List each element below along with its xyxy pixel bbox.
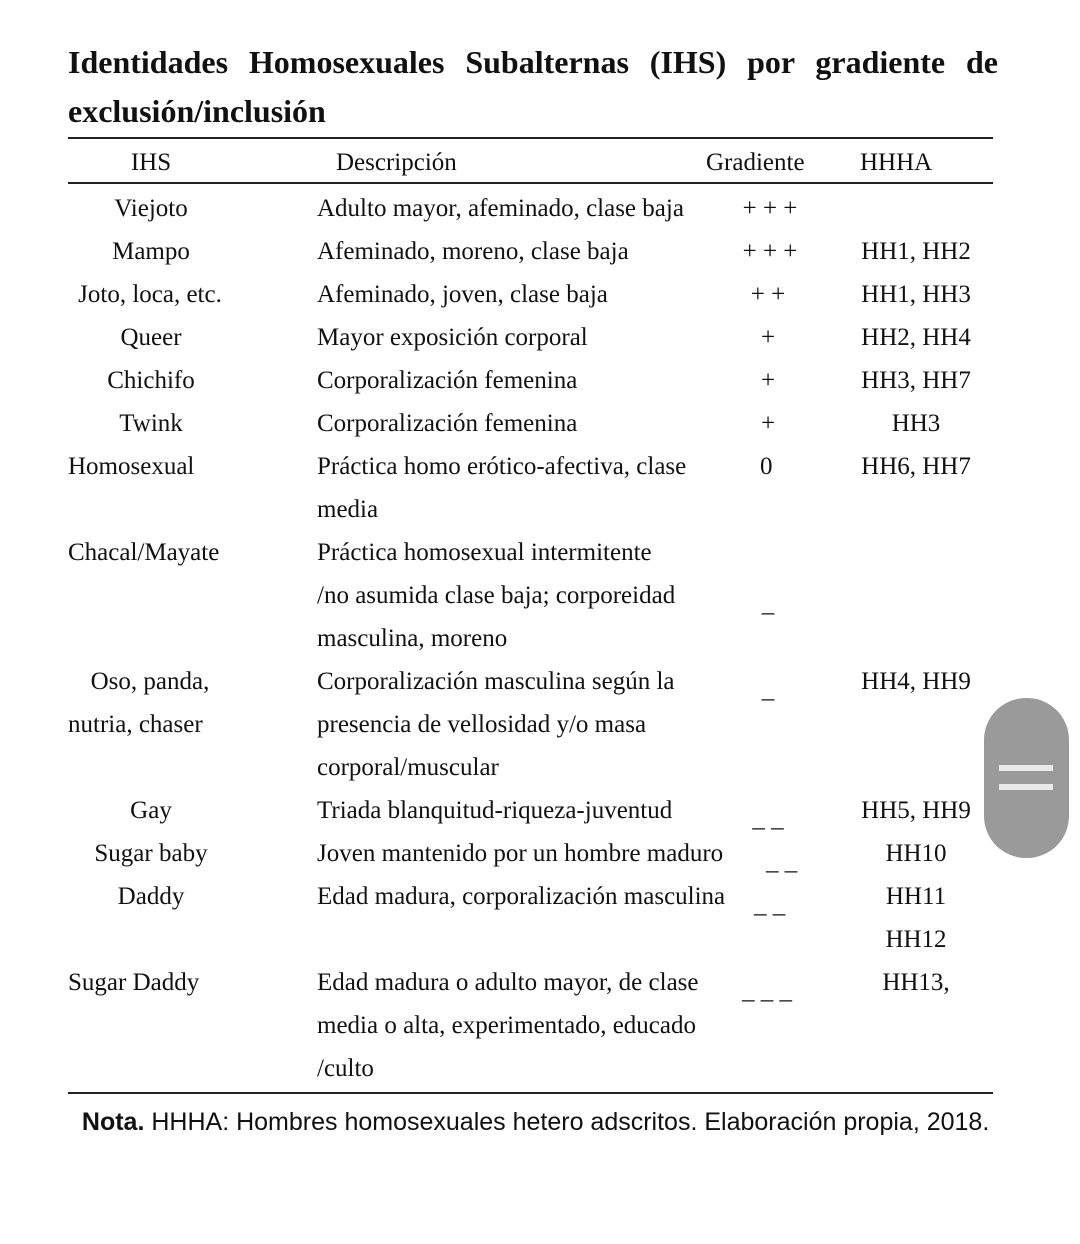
cell-ihs: Viejoto <box>114 195 188 222</box>
cell-hhha: HH2, HH4 <box>861 324 971 351</box>
cell-gradiente: + <box>760 410 776 437</box>
cell-hhha-line: HH11 <box>885 883 947 910</box>
cell-hhha: HH1, HH2 <box>861 238 971 265</box>
cell-ihs: Sugar Daddy <box>68 969 200 996</box>
cell-descripcion-line: corporal/muscular <box>317 754 499 781</box>
cell-descripcion: Afeminado, moreno, clase baja <box>317 238 629 265</box>
cell-descripcion: Corporalización femenina <box>317 410 578 437</box>
cell-descripcion-line: media <box>317 496 379 523</box>
header-gradiente: Gradiente <box>706 149 805 176</box>
cell-descripcion-line: Edad madura o adulto mayor, de clase <box>317 969 699 996</box>
cell-descripcion-line: masculina, moreno <box>317 625 508 652</box>
cell-ihs: Mampo <box>112 238 190 265</box>
cell-descripcion: Adulto mayor, afeminado, clase baja <box>317 195 684 222</box>
cell-hhha: HH5, HH9 <box>861 797 971 824</box>
drag-handle-icon <box>999 784 1053 790</box>
cell-hhha-line: HH12 <box>885 926 947 953</box>
cell-ihs: Homosexual <box>68 453 195 480</box>
cell-gradiente: + + + <box>742 238 798 265</box>
table-top-rule <box>68 137 993 139</box>
cell-gradiente: _ <box>761 676 775 703</box>
header-descripcion: Descripción <box>336 149 457 176</box>
cell-hhha: HH3 <box>891 410 941 437</box>
cell-ihs: Chichifo <box>107 367 195 394</box>
header-ihs: IHS <box>130 149 172 176</box>
cell-descripcion: Mayor exposición corporal <box>317 324 588 351</box>
header-hhha: HHHA <box>860 149 933 176</box>
drag-handle-icon <box>999 765 1053 771</box>
cell-ihs-line: nutria, chaser <box>68 711 203 738</box>
cell-hhha: HH6, HH7 <box>861 453 971 480</box>
cell-descripcion: Joven mantenido por un hombre maduro <box>317 840 724 867</box>
cell-descripcion: Corporalización femenina <box>317 367 578 394</box>
note-label: Nota. <box>81 1108 145 1136</box>
cell-descripcion: Edad madura, corporalización masculina <box>317 883 726 910</box>
cell-ihs: Daddy <box>117 883 185 910</box>
cell-descripcion: Afeminado, joven, clase baja <box>317 281 608 308</box>
cell-descripcion-line: media o alta, experimentado, educado <box>317 1012 697 1039</box>
cell-gradiente: _ _ <box>754 891 786 918</box>
cell-descripcion: Triada blanquitud-riqueza-juventud <box>317 797 673 824</box>
scroll-drag-handle[interactable] <box>984 698 1069 858</box>
cell-descripcion-line: Práctica homo erótico-afectiva, clase <box>317 453 687 480</box>
cell-hhha: HH1, HH3 <box>861 281 971 308</box>
cell-gradiente: 0 <box>760 453 773 480</box>
cell-hhha: HH4, HH9 <box>861 668 971 695</box>
cell-gradiente: + <box>760 367 776 394</box>
table-note <box>68 1098 998 1146</box>
cell-gradiente: _ <box>761 590 775 617</box>
cell-gradiente: + + + <box>742 195 798 222</box>
cell-hhha: HH10 <box>885 840 947 867</box>
cell-gradiente: _ _ _ <box>742 977 792 1004</box>
cell-descripcion-line: Práctica homosexual intermitente <box>317 539 652 566</box>
cell-gradiente: + + <box>750 281 786 308</box>
cell-descripcion-line: /no asumida clase baja; corporeidad <box>317 582 676 609</box>
cell-descripcion-line: /culto <box>317 1055 374 1082</box>
cell-hhha: HH3, HH7 <box>861 367 971 394</box>
cell-gradiente: _ _ <box>766 848 798 875</box>
table-title: Identidades Homosexuales Subalternas (IHS) por gradiente de exclusión/inclusión <box>68 44 998 129</box>
cell-hhha: HH13, <box>882 969 950 996</box>
cell-ihs-line: Oso, panda, <box>90 668 210 695</box>
cell-ihs: Joto, loca, etc. <box>78 281 222 308</box>
cell-descripcion-line: presencia de vellosidad y/o masa <box>317 711 647 738</box>
cell-gradiente: + <box>760 324 776 351</box>
cell-ihs: Twink <box>119 410 183 437</box>
cell-ihs: Chacal/Mayate <box>68 539 220 566</box>
table-header-rule <box>68 182 993 184</box>
cell-ihs: Sugar baby <box>94 840 208 867</box>
cell-descripcion-line: Corporalización masculina según la <box>317 668 675 695</box>
cell-gradiente: _ _ <box>752 805 784 832</box>
table-bottom-rule <box>68 1092 993 1094</box>
cell-ihs: Gay <box>130 797 172 824</box>
note-text: HHHA: Hombres homosexuales hetero adscritos. Elaboración propia, 2018. <box>144 1108 990 1136</box>
cell-ihs: Queer <box>120 324 182 351</box>
